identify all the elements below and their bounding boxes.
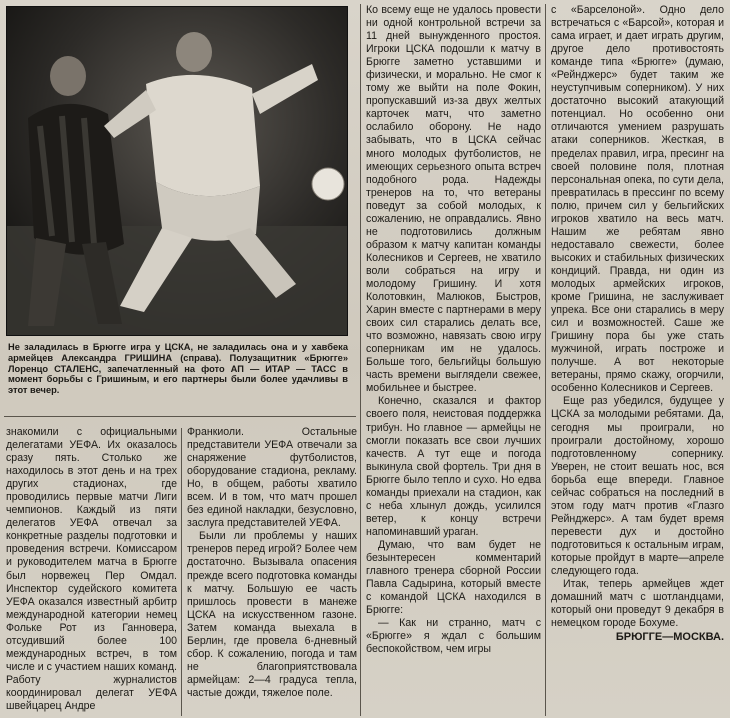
paragraph: Франкиоли. Остальные представители УЕФА отвечали за снаряжение футболистов, оборудование стадиона, рекламу. Но, в общем, работы хватило всем. И в том, что матч прошел без единой накладки, безусловно, заслуга представителей УЕФА. [187,426,357,530]
paragraph: Ко всему еще не удалось провести ни одной контрольной встречи за 11 дней вынужденного простоя. Игроки ЦСКА подошли к матчу в Брюгге заметно уставшими и физически, и морально. Не смог к тому же выйти на поле Фокин, пропускавший из-за двух желтых карточек матч, что заметно ослабило оборону. Не надо забывать, что в ЦСКА сейчас много молодых футболистов, не имеющих серьезного опыта встреч подобного рода. Надежды тренеров на то, что ветераны поведут за собой молодых, к сожалению, не оправдались. Явно не подготовились должным образом к матчу капитан команды Колесников и Сергеев, не хватило воли собраться на игру и молодому Гришину. И хотя Колотовкин, Малюков, Быстров, Харин вместе с партнерами в меру своих сил старались делать все, что возможно, навязать свою игру соперникам им не удалось. Больше того, бельгийцы большую часть времени выглядели свежее, мобильнее и быстрее. [366,4,541,395]
paragraph: с «Барселоной». Одно дело встречаться с «Барсой», которая и сама играет, и дает играть другим, другое дело противостоять команде типа «Брюгге» (думаю, «Рейнджерс» будет таким же неуступчивым соперником). У них достаточно высокий атакующий потенциал. Но особенно они отличаются умением разрушать атаки соперников. Жесткая, в пределах правил, игра, пресинг на своей половине поля, плотная персональная опека, по сути дела, превратилась в прессинг по всему полю, причем сил у бельгийских игроков хватило на весь матч. Нашим же ребятам явно недоставало свежести, более высоких и стабильных физических кондиций. Правда, ни один из молодых армейских игроков, кроме Гришина, не заслуживает упрека. Все они старались в меру сил и возможностей. Саше же Гришину пора бы уже стать мужчиной, играть построже и получше. А вот некоторые ветераны, прямо скажу, огорчили, особенно Колесников и Сергеев. [551,4,724,395]
match-photo [6,6,348,336]
column-rule [181,428,182,716]
paragraph: Еще раз убедился, будущее у ЦСКА за молодыми ребятами. Да, сегодня мы проиграли, но проиграли достойному, хорошо подготовленному сопернику. Уверен, не стоит вешать нос, вся борьба еще впереди. Главное сейчас собраться на последний в этом году матч против «Глазго Рейнджерс». А там будет время перевести дух и достойно подготовиться к остальным играм, которые пройдут в марте—апреле следующего года. [551,395,724,578]
paragraph: — Как ни странно, матч с «Брюгге» я ждал с большим беспокойством, чем игры [366,617,541,656]
photo-caption: Не заладилась в Брюгге игра у ЦСКА, не заладилась она и у хавбека армейцев Александра ГРИШИНА (справа). Полузащитник «Брюгге» Лоренцо СТАЛЕНС, запечатленный на фото АП — ИТАР — ТАСС в момент борьбы с Гришиным, и его партнеры были более удачливы в этот вечер. [8,342,348,396]
column-right [551,4,724,716]
column-rule [360,4,361,716]
paragraph: Итак, теперь армейцев ждет домашний матч с шотландцами, который они проведут 9 декабря в немецком городе Бохуме. [551,578,724,630]
column-middle [366,4,541,716]
column-left-a [6,426,177,716]
column-rule [545,4,546,716]
caption-rule [4,416,356,417]
paragraph: знакомили с официальными делегатами УЕФА. Их оказалось сразу пять. Столько же находилось в этот день и на трех других стадионах, где проводились первые матчи Лиги чемпионов. Каждый из пяти делегатов УЕФА отвечал за конкретные разделы подготовки и проведения встречи. Комиссаром и руководителем матча в Брюгге был норвежец Пер Омдал. Инспектор судейского комитета УЕФА оказался известный арбитр международной категории немец Фольке Рот из Ганновера, отсудивший более 100 международных встреч, в том числе и с участием наших команд. Работу журналистов координировал делегат УЕФА швейцарец Андре [6,426,177,712]
paragraph: Были ли проблемы у наших тренеров перед игрой? Более чем достаточно. Вызывала опасения прежде всего подготовка команды к матчу. Большую ее часть пришлось провести в манеже ЦСКА на искусственном газоне. Затем команда выехала в Берлин, где провела 6-дневный сбор. К сожалению, погода и там не благоприятствовала армейцам: 2—4 градуса тепла, частые дожди, тяжелое поле. [187,530,357,699]
dateline-signature: БРЮГГЕ—МОСКВА. [615,631,724,644]
paragraph: Конечно, сказался и фактор своего поля, неистовая поддержка трибун. Но главное — армейцы не смогли показать все свои лучших качеств. А тут еще и погода выкинула свой фортель. Три дня в Брюгге было тепло и сухо. Но едва команды приехали на стадион, как с неба хлынул дождь, усилился ветер, к концу встречи напоминавший ураган. [366,395,541,538]
column-left-b [187,426,357,716]
paragraph: Думаю, что вам будет не безынтересен комментарий главного тренера сборной России Павла Садырина, который вместе с командой ЦСКА находился в Брюгге: [366,538,541,617]
